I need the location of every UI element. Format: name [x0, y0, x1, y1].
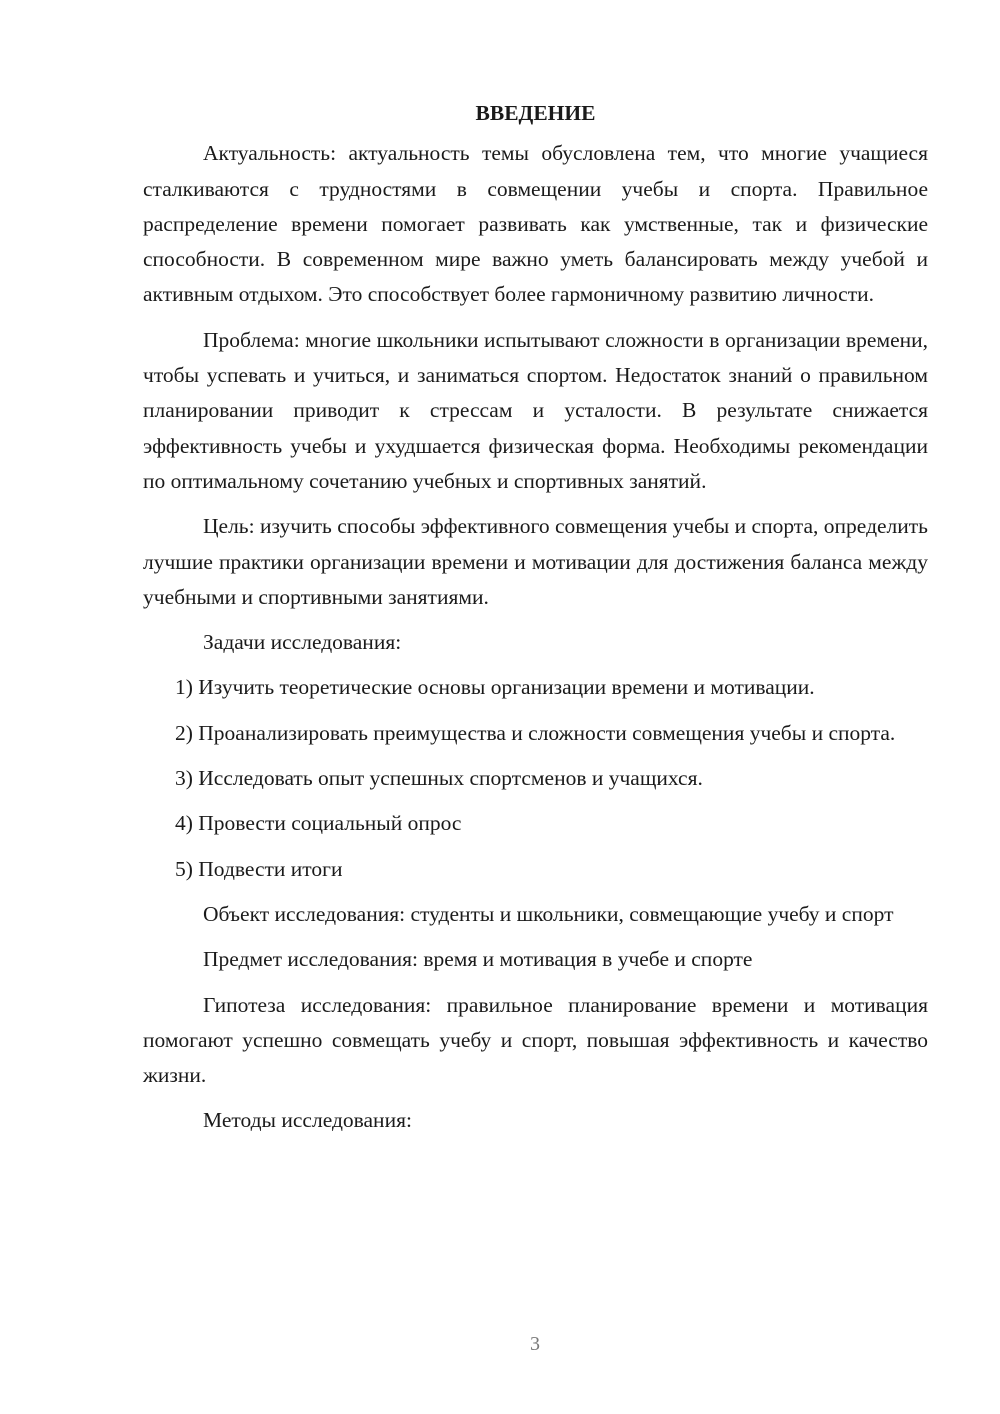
methods-paragraph: Методы исследования: [203, 1108, 412, 1133]
goal-paragraph: Цель: изучить способы эффективного совмещения учебы и спорта, определить лучшие практики организации времени и мотивации для достижения баланса между учебными и спортивными занятиями. [143, 514, 928, 609]
relevance-paragraph: Актуальность: актуальность темы обусловлена тем, что многие учащиеся сталкиваются с трудностями в совмещении учебы и спорта. Правильное распределение времени помогает развивать как умственные, так и физические способности. В современном мире важно уметь балансировать между учебой и активным отдыхом. Это способствует более гармоничному развитию личности. [143, 141, 928, 307]
object-paragraph: Объект исследования: студенты и школьники, совмещающие учебу и спорт [203, 901, 894, 926]
task-item: 5) Подвести итоги [175, 856, 343, 881]
task-item: 1) Изучить теоретические основы организации времени и мотивации. [175, 675, 815, 700]
subject-paragraph: Предмет исследования: время и мотивация в учебе и спорте [203, 947, 753, 972]
page-number: 3 [530, 1333, 540, 1355]
document-page [143, 96, 928, 1149]
task-item: 2) Проанализировать преимущества и сложности совмещения учебы и спорта. [175, 720, 896, 745]
tasks-heading: Задачи исследования: [203, 630, 402, 655]
hypothesis-paragraph: Гипотеза исследования: правильное планирование времени и мотивация помогают успешно совмещать учебу и спорт, повышая эффективность и качество жизни. [143, 992, 928, 1088]
section-title: ВВЕДЕНИЕ [475, 101, 596, 125]
problem-paragraph: Проблема: многие школьники испытывают сложности в организации времени, чтобы успевать и учиться, и заниматься спортом. Недостаток знаний о правильном планировании приводит к стрессам и усталости. В результате снижается эффективность учебы и ухудшается физическая форма. Необходимы рекомендации по оптимальному сочетанию учебных и спортивных занятий. [143, 327, 928, 493]
task-item: 4) Провести социальный опрос [175, 811, 462, 836]
task-item: 3) Исследовать опыт успешных спортсменов и учащихся. [175, 766, 703, 791]
